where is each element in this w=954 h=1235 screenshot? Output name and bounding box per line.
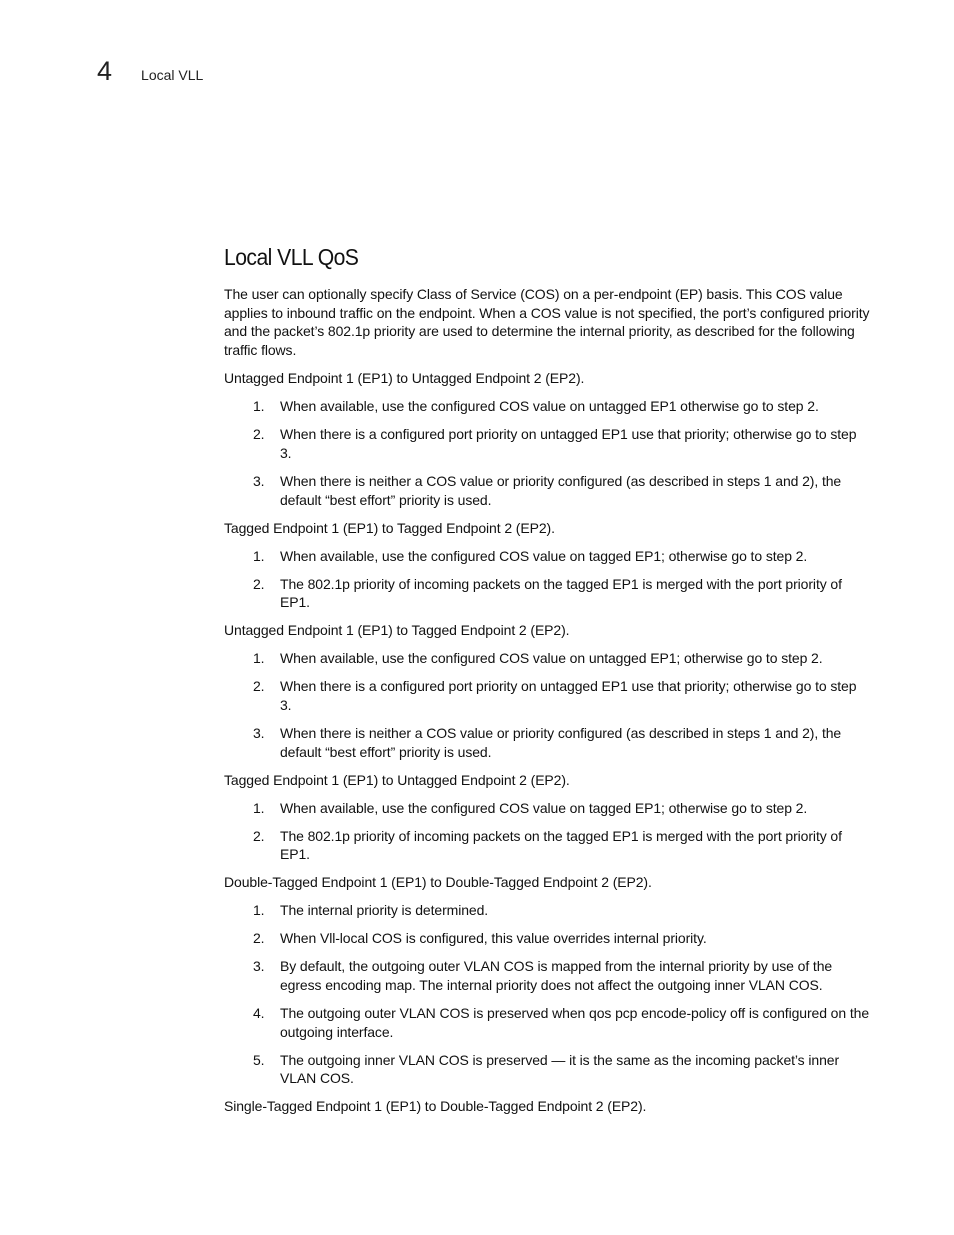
step-text: The 802.1p priority of incoming packets on the tagged EP1 is merged with the port priority of EP1. (280, 827, 842, 863)
list-item (224, 827, 870, 864)
step-text: The internal priority is determined. (280, 902, 489, 919)
step-number: 2. (253, 678, 265, 695)
list-item (224, 799, 870, 818)
step-number: 1. (253, 799, 265, 816)
step-number: 3. (253, 724, 265, 741)
step-list (224, 547, 870, 612)
list-item (224, 1051, 870, 1088)
step-number: 1. (253, 547, 265, 564)
list-item (224, 397, 870, 416)
flow-heading: Untagged Endpoint 1 (EP1) to Tagged Endpoint 2 (EP2). (224, 622, 570, 639)
step-text: When Vll-local COS is configured, this value overrides internal priority. (280, 930, 707, 947)
step-number: 2. (253, 575, 265, 592)
step-text: The 802.1p priority of incoming packets on the tagged EP1 is merged with the port priority of EP1. (280, 575, 842, 611)
step-list (224, 901, 870, 1088)
chapter-number: 4 (97, 56, 113, 86)
step-text: When available, use the configured COS value on untagged EP1; otherwise go to step 2. (280, 650, 823, 667)
flow-heading: Tagged Endpoint 1 (EP1) to Untagged Endpoint 2 (EP2). (224, 771, 570, 788)
step-number: 3. (253, 472, 265, 489)
flow-heading: Tagged Endpoint 1 (EP1) to Tagged Endpoint 2 (EP2). (224, 519, 555, 536)
step-text: When available, use the configured COS value on tagged EP1; otherwise go to step 2. (280, 547, 808, 564)
list-item (224, 724, 870, 761)
list-item (224, 575, 870, 612)
step-text: When there is neither a COS value or priority configured (as described in steps 1 and 2), the default “best effort” priority is used. (280, 472, 842, 508)
step-number: 4. (253, 1005, 265, 1022)
step-text: When there is a configured port priority on untagged EP1 use that priority; otherwise go to step 3. (280, 426, 857, 461)
step-number: 2. (253, 827, 265, 844)
list-item (224, 929, 870, 948)
step-text: When there is a configured port priority on untagged EP1 use that priority; otherwise go to step 3. (280, 678, 857, 713)
step-number: 1. (253, 650, 265, 667)
flow-heading: Untagged Endpoint 1 (EP1) to Untagged Endpoint 2 (EP2). (224, 370, 585, 387)
step-list (224, 799, 870, 864)
section-title: Local VLL QoS (224, 244, 359, 270)
flow-heading: Double-Tagged Endpoint 1 (EP1) to Double-Tagged Endpoint 2 (EP2). (224, 874, 652, 891)
list-item (224, 547, 870, 566)
flow-heading: Single-Tagged Endpoint 1 (EP1) to Double-Tagged Endpoint 2 (EP2). (224, 1098, 647, 1115)
list-item (224, 472, 870, 509)
step-number: 3. (253, 958, 265, 975)
intro-paragraph: The user can optionally specify Class of Service (COS) on a per-endpoint (EP) basis. This COS value applies to inbound traffic on the endpoint. When a COS value is not specified, the port’s configured priority and the packet’s 802.1p priority are used to determine the internal priority, as described for the following traffic flows. (224, 286, 870, 359)
step-number: 2. (253, 426, 265, 443)
list-item (224, 1004, 870, 1041)
step-text: The outgoing outer VLAN COS is preserved when qos pcp encode-policy off is configured on the outgoing interface. (280, 1005, 870, 1040)
list-item (224, 901, 870, 920)
step-text: When available, use the configured COS value on untagged EP1 otherwise go to step 2. (280, 398, 819, 415)
step-number: 1. (253, 902, 265, 919)
step-number: 1. (253, 398, 265, 415)
page-header (97, 56, 203, 86)
list-item (224, 649, 870, 668)
step-list (224, 649, 870, 761)
step-number: 2. (253, 930, 265, 947)
list-item (224, 677, 870, 714)
step-text: When there is neither a COS value or priority configured (as described in steps 1 and 2), the default “best effort” priority is used. (280, 724, 842, 760)
step-text: The outgoing inner VLAN COS is preserved — it is the same as the incoming packet’s inner VLAN COS. (280, 1051, 840, 1087)
list-item (224, 957, 870, 994)
chapter-title: Local VLL (141, 67, 204, 83)
main-content (224, 242, 870, 1125)
step-number: 5. (253, 1051, 265, 1068)
step-text: By default, the outgoing outer VLAN COS is mapped from the internal priority by use of the egress encoding map. The internal priority does not affect the outgoing inner VLAN COS. (280, 958, 833, 994)
step-text: When available, use the configured COS value on tagged EP1; otherwise go to step 2. (280, 799, 808, 816)
step-list (224, 397, 870, 509)
list-item (224, 425, 870, 462)
